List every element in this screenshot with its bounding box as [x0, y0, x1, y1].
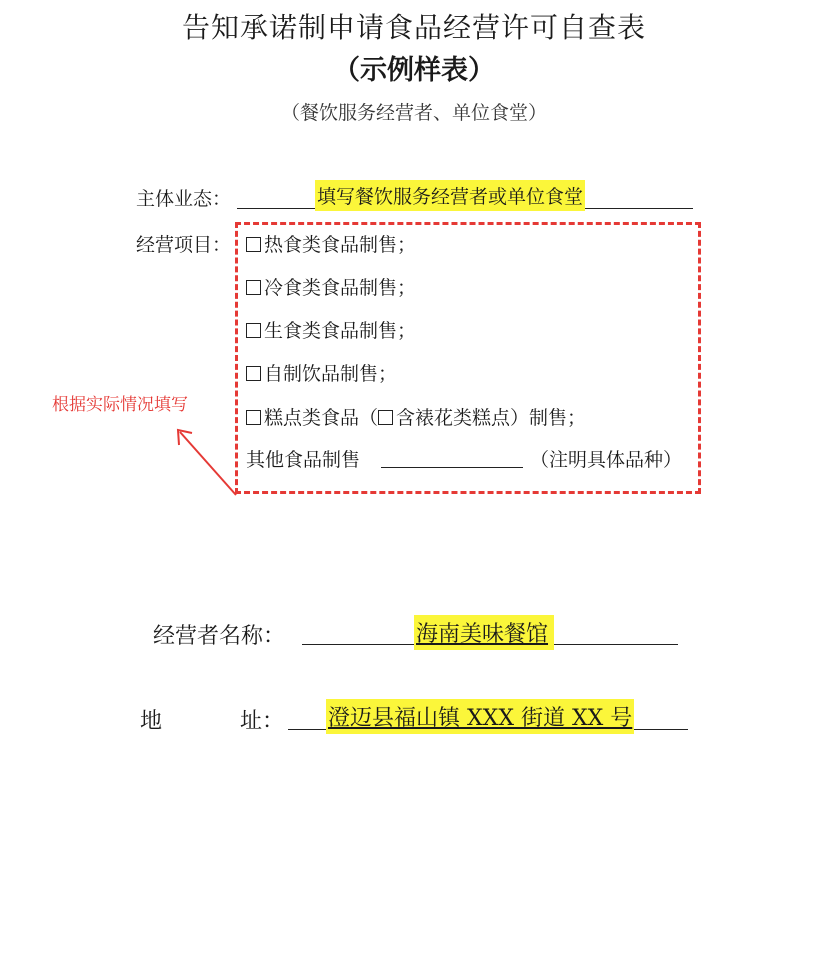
other-food-suffix: （注明具体品种） — [530, 449, 683, 471]
checkbox-icon[interactable] — [246, 323, 261, 338]
checkbox-icon[interactable] — [378, 410, 393, 425]
other-food-blank[interactable] — [381, 467, 523, 468]
option-pastry[interactable] — [246, 403, 586, 430]
document-subtitle: （示例样表） — [333, 55, 495, 86]
operator-name-value[interactable]: 海南美味餐馆 — [414, 615, 554, 650]
address-label-part1: 地 — [140, 709, 163, 734]
annotation-arrow-icon — [170, 420, 250, 500]
business-items-label: 经营项目： — [136, 234, 232, 256]
option-label: 自制饮品制售； — [264, 363, 398, 385]
option-sub-label: 含裱花类糕点）制售； — [396, 407, 587, 429]
option-cold-food[interactable] — [246, 273, 416, 300]
business-form-value[interactable]: 填写餐饮服务经营者或单位食堂 — [315, 180, 585, 211]
other-food-label: 其他食品制售 — [246, 449, 361, 471]
annotation-text: 根据实际情况填写 — [52, 395, 188, 415]
business-form-label: 主体业态： — [136, 188, 232, 210]
option-homemade-drinks[interactable] — [246, 359, 397, 386]
operator-label: 经营者名称： — [153, 624, 286, 649]
option-raw-food[interactable] — [246, 316, 416, 343]
option-label: 冷食类食品制售； — [264, 277, 417, 299]
address-label-part2: 址： — [240, 709, 285, 734]
option-label: 生食类食品制售； — [264, 320, 417, 342]
option-other-food[interactable] — [246, 445, 360, 472]
checkbox-icon[interactable] — [246, 237, 261, 252]
option-hot-food[interactable] — [246, 230, 416, 257]
checkbox-icon[interactable] — [246, 366, 261, 381]
address-value[interactable]: 澄迈县福山镇 XXX 街道 XX 号 — [326, 699, 634, 734]
document-note: （餐饮服务经营者、单位食堂） — [280, 102, 547, 124]
option-label: 热食类食品制售； — [264, 234, 417, 256]
option-label: 糕点类食品（ — [264, 407, 379, 429]
checkbox-icon[interactable] — [246, 280, 261, 295]
document-title: 告知承诺制申请食品经营许可自查表 — [181, 11, 646, 44]
